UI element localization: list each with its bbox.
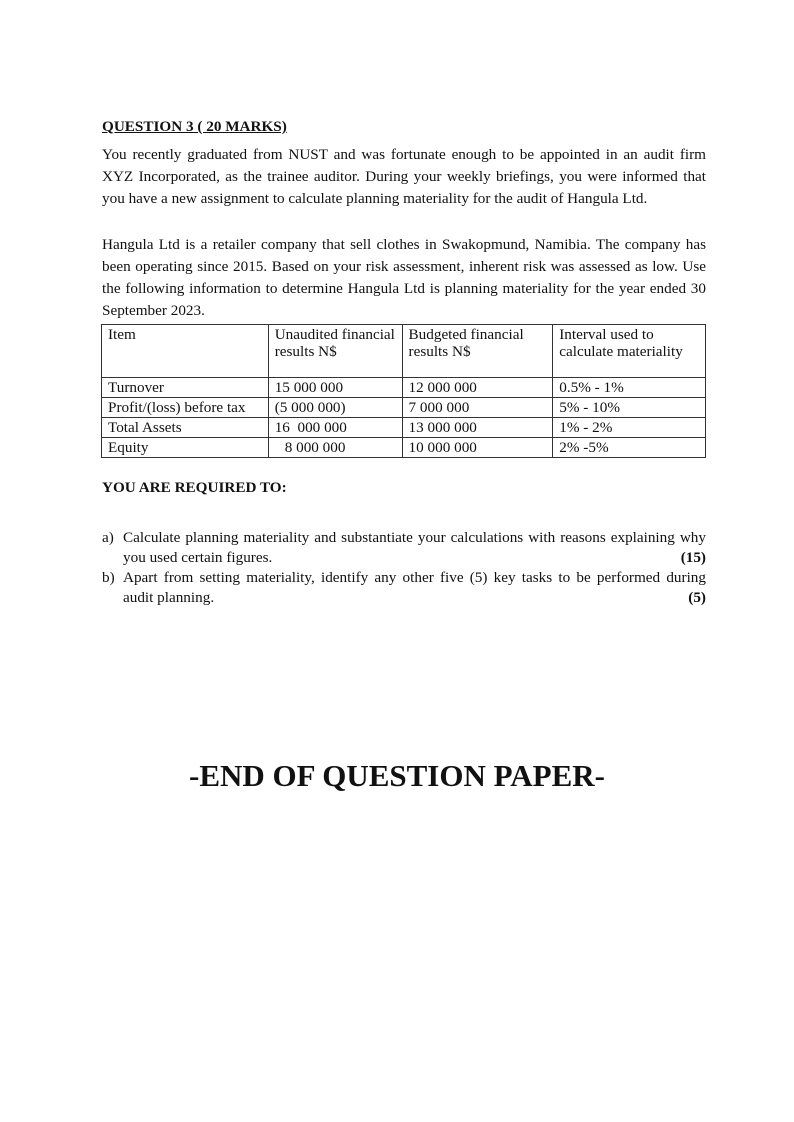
table-cell: 7 000 000 — [402, 398, 553, 418]
header-cell: Item — [102, 325, 269, 378]
table-cell: 15 000 000 — [268, 378, 402, 398]
table-cell: 16 000 000 — [268, 418, 402, 438]
table-cell: 2% -5% — [553, 438, 706, 458]
materiality-table — [101, 324, 706, 458]
header-cell: Unaudited financial results N$ — [268, 325, 402, 378]
table-cell: 10 000 000 — [402, 438, 553, 458]
table-row — [102, 378, 706, 398]
task-label: b) — [102, 569, 115, 586]
table-cell: 5% - 10% — [553, 398, 706, 418]
table-cell: 12 000 000 — [402, 378, 553, 398]
task-text: Calculate planning materiality and substantiate your calculations with reasons explaining why you used certain figures. — [123, 529, 706, 566]
end-of-paper: -END OF QUESTION PAPER- — [189, 758, 605, 793]
table-cell: 1% - 2% — [553, 418, 706, 438]
table-cell: 8 000 000 — [268, 438, 402, 458]
task-marks: (5) — [688, 589, 706, 606]
company-paragraph: Hangula Ltd is a retailer company that sell clothes in Swakopmund, Namibia. The company has been operating since 2015. Based on your risk assessment, inherent risk was assessed as low. Use the following information to determine Hangula Ltd is planning materiality for the year ended 30 September 2023. — [102, 236, 706, 319]
required-heading: YOU ARE REQUIRED TO: — [102, 479, 287, 496]
task-text: Apart from setting materiality, identify any other five (5) key tasks to be performed during audit planning. — [123, 569, 706, 606]
table-cell: 0.5% - 1% — [553, 378, 706, 398]
table-cell: Turnover — [102, 378, 269, 398]
table-cell: Profit/(loss) before tax — [102, 398, 269, 418]
question-title: QUESTION 3 ( 20 MARKS) — [102, 118, 287, 135]
table-header-row — [102, 325, 706, 378]
table-cell: Equity — [102, 438, 269, 458]
table-row — [102, 398, 706, 418]
table-cell: (5 000 000) — [268, 398, 402, 418]
header-cell: Budgeted financial results N$ — [402, 325, 553, 378]
table-row — [102, 438, 706, 458]
task-marks: (15) — [680, 549, 706, 566]
header-cell: Interval used to calculate materiality — [553, 325, 706, 378]
task-label: a) — [102, 529, 114, 546]
table-row — [102, 418, 706, 438]
table-cell: Total Assets — [102, 418, 269, 438]
task-a — [102, 528, 706, 568]
intro-paragraph: You recently graduated from NUST and was fortunate enough to be appointed in an audit firm XYZ Incorporated, as the trainee auditor. During your weekly briefings, you were informed that you have a new assignment to calculate planning materiality for the audit of Hangula Ltd. — [102, 146, 706, 207]
table-cell: 13 000 000 — [402, 418, 553, 438]
task-b — [102, 568, 706, 608]
